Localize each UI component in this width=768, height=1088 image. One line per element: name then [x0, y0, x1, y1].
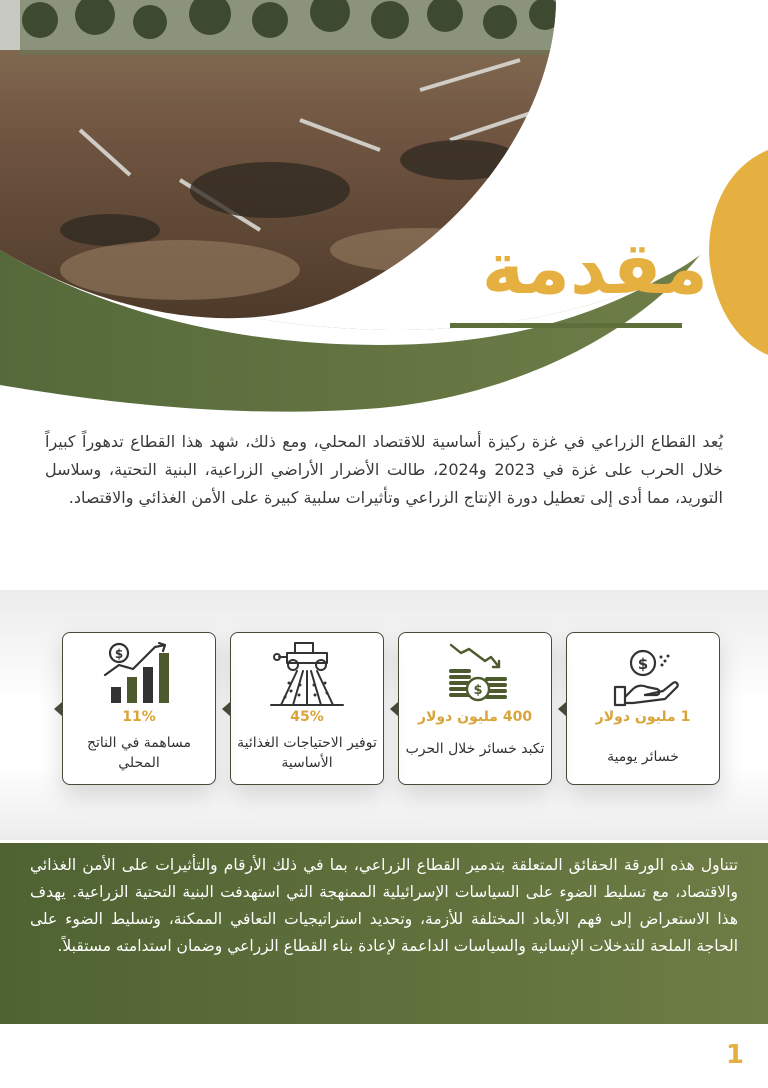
conclusion-paragraph: تتناول هذه الورقة الحقائق المتعلقة بتدمير القطاع الزراعي، بما في ذلك الأرقام والتأثيرات على الأمن الغذائي والاقتصاد، مع تسليط الضوء على السياسات الإسرائيلية الممنهجة التي استهدفت البنية التحتية الزراعية. يهدف هذا الاستعراض إلى فهم الأبعاد المختلفة للأزمة، وتحديد استراتيجيات التعافي الممكنة، وتسليط الضوء على الحاجة الملحة للتدخلات الإنسانية والسياسات الداعمة لإعادة بناء القطاع الزراعي وضمان استدامته مستقبلاً. — [30, 856, 738, 955]
stat-label: مساهمة في الناتج المحلي — [86, 735, 192, 771]
bar-chart-growth-icon — [63, 639, 215, 707]
stat-label: تكبد خسائر خلال الحرب — [405, 741, 545, 757]
title-underline — [450, 323, 682, 328]
stat-label: خسائر يومية — [607, 749, 679, 765]
hand-coin-icon — [567, 639, 719, 707]
intro-paragraph: يُعد القطاع الزراعي في غزة ركيزة أساسية للاقتصاد المحلي، ومع ذلك، شهد هذا القطاع تدهوراً كبيراً خلال الحرب على غزة في 2023 و2024، طالت الأضرار الأراضي الزراعية، البنية التحتية، وسلاسل التوريد، مما أدى إلى تعطيل دورة الإنتاج الزراعي وتأثيرات سلبية كبيرة على الأمن الغذائي والاقتصاد. — [45, 432, 723, 507]
svg-text:$: $ — [637, 655, 649, 673]
destroyed-farmland-photo — [0, 0, 561, 320]
stat-value: 11% — [122, 709, 156, 725]
stat-value: 45% — [290, 709, 324, 725]
stat-card-gdp-share — [62, 632, 216, 785]
gold-accent-circle — [709, 150, 768, 355]
stat-value: 400 مليون دولار — [417, 709, 533, 725]
page-number: 1 — [725, 1040, 744, 1070]
stat-label: توفير الاحتياجات الغذائية الأساسية — [237, 735, 377, 771]
page-title: مقدمة — [481, 226, 708, 310]
hero-graphic — [0, 0, 768, 420]
stat-card-daily-losses — [566, 632, 720, 785]
svg-text:$: $ — [114, 647, 124, 661]
svg-text:$: $ — [473, 683, 483, 698]
stat-card-war-losses — [398, 632, 552, 785]
coin-stack-decline-icon — [399, 639, 551, 707]
tractor-field-icon — [231, 639, 383, 707]
stat-value: 1 مليون دولار — [595, 709, 691, 725]
stat-card-food-needs — [230, 632, 384, 785]
